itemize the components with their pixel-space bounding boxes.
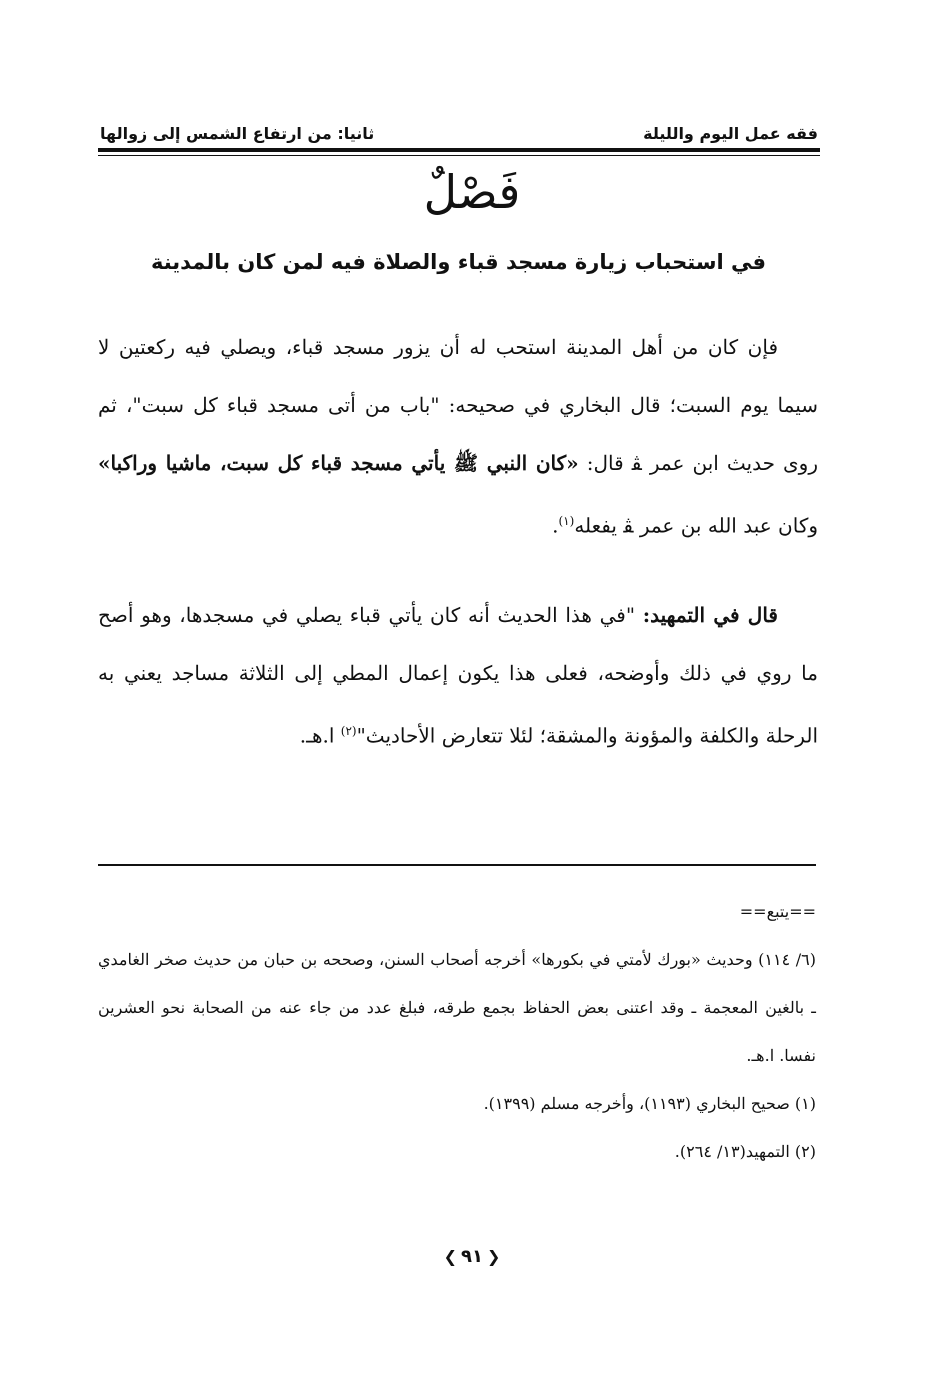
para1-text-2: وكان عبد الله بن عمر ﭭ يفعله — [574, 513, 818, 538]
section-heading: في استحباب زيارة مسجد قباء والصلاة فيه لمن كان بالمدينة — [150, 250, 766, 274]
para2-text: "في هذا الحديث أنه كان يأتي قباء يصلي في مسجدها، وهو أصح ما روي في ذلك وأوضحه، فعلى هذا يكون إعمال المطي إلى الثلاثة مساجد يعني به الرحلة والكلفة والمؤونة والمشقة؛ لئلا تتعارض الأحاديث" — [98, 603, 818, 748]
footnote-2: (٢) التمهيد(١٣/ ٢٦٤). — [674, 1142, 816, 1161]
header-rule-thick — [98, 148, 820, 152]
para2-end: ا.هـ. — [299, 723, 341, 748]
page-number-box — [382, 1246, 562, 1267]
footnote-1: (١) صحيح البخاري (١١٩٣)، وأخرجه مسلم (١٣٩٩). — [483, 1094, 816, 1113]
book-title: فقه عمل اليوم والليلة — [643, 124, 818, 143]
footnote-ref-2: (٢) — [340, 724, 357, 738]
footnote-continued: ==يتبع== — [739, 902, 816, 921]
chapter-title: ثانيا: من ارتفاع الشمس إلى زوالها — [100, 124, 375, 143]
paragraph-1 — [98, 318, 818, 555]
section-ornament-title: فَصْلٌ — [423, 165, 521, 219]
footnotes — [98, 888, 816, 1176]
footnote-previous: (٦/ ١١٤) وحديث «بورك لأمتي في بكورها» أخرجه أصحاب السنن، وصححه بن حبان من حديث صخر الغامدي ـ بالغين المعجمة ـ وقد اعتنى بعض الحفاظ بجمع طرقه، فبلغ عدد من جاء عنه من الصحابة نحو العشرين نفسا. ا.هـ. — [98, 950, 816, 1065]
ornament-left-icon: ❯ — [443, 1247, 457, 1266]
para2-lead: قال في التمهيد: — [642, 603, 778, 627]
footnote-ref-1: (١) — [558, 514, 575, 528]
hadith-quote: «كان النبي ﷺ يأتي مسجد قباء كل سبت، ماشيا وراكبا» — [98, 451, 579, 475]
footnote-separator — [98, 864, 816, 866]
page-number: ٩١ — [461, 1246, 483, 1267]
paragraph-2 — [98, 586, 818, 765]
para1-end: . — [552, 513, 559, 538]
header-rule-thin — [98, 155, 820, 156]
ornament-right-icon: ❮ — [486, 1247, 501, 1266]
para1-text-1: فإن كان من أهل المدينة استحب له أن يزور مسجد قباء، ويصلي فيه ركعتين لا سيما يوم السبت؛ قال البخاري في صحيحه: "باب من أتى مسجد قباء كل سبت"، ثم روى حديث ابن عمر ﭭ قال: — [98, 335, 818, 475]
